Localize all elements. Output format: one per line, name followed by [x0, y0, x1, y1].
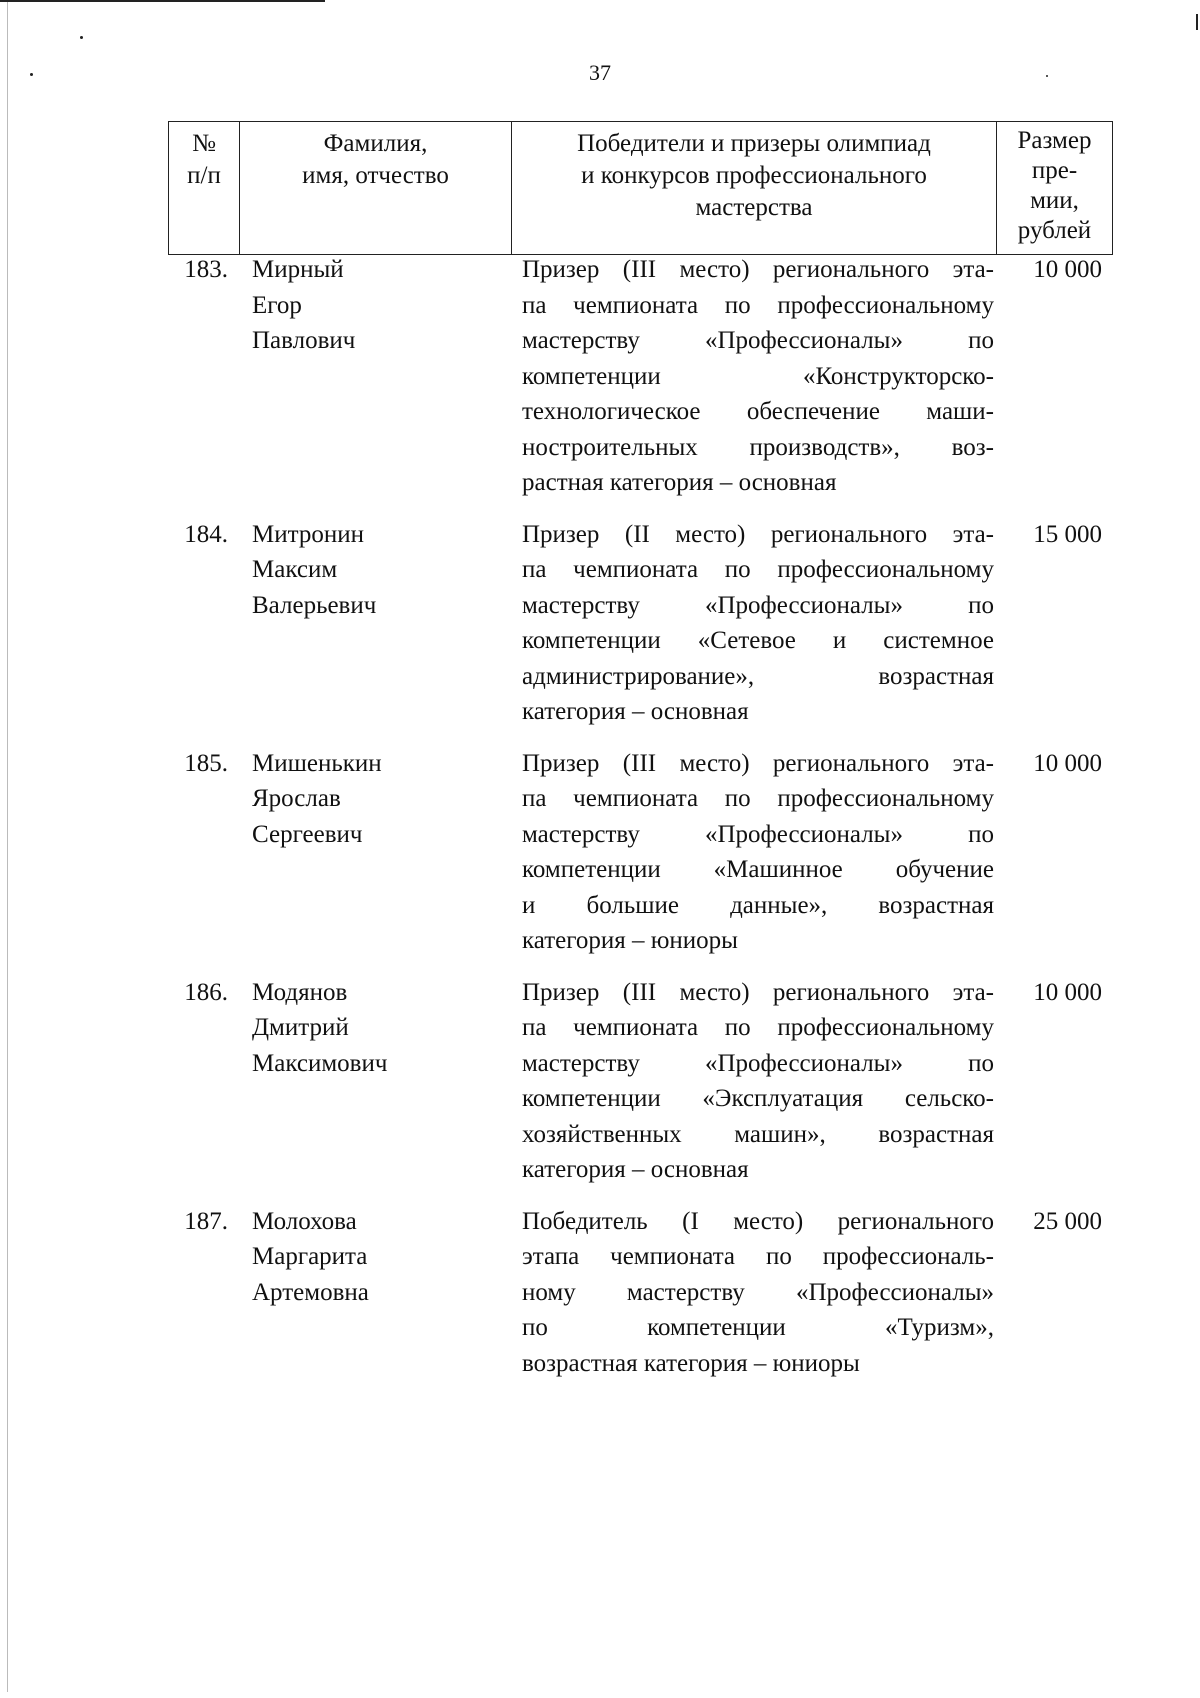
description-line: компетенции «Сетевое и системное	[522, 627, 994, 654]
table-body	[168, 252, 1113, 1397]
table-row	[168, 252, 1113, 501]
description-line: компетенции «Эксплуатация сельско-	[522, 1085, 994, 1112]
patronymic: Павлович	[252, 327, 356, 354]
scan-mark-right	[1196, 14, 1198, 30]
description-line: па чемпионата по профессиональному	[522, 1014, 994, 1041]
achievement-description	[510, 975, 995, 1188]
person-name	[238, 975, 510, 1188]
table-row	[168, 975, 1113, 1188]
table-row	[168, 1204, 1113, 1382]
scan-speck	[80, 36, 83, 39]
prize-amount: 15 000	[1033, 520, 1102, 548]
page-number: 37	[589, 60, 611, 85]
prize-amount: 10 000	[1033, 978, 1102, 1006]
first-name: Максим	[252, 556, 338, 583]
description-line: мастерству «Профессионалы» по	[522, 327, 994, 354]
patronymic: Максимович	[252, 1049, 388, 1077]
scan-border-left	[7, 2, 8, 1692]
description-line: администрирование», возрастная	[522, 662, 994, 690]
description-line: ностроительных производств», воз-	[522, 433, 994, 461]
scan-border-top	[0, 0, 325, 2]
surname: Митронин	[252, 520, 364, 548]
header-prize-column	[996, 122, 1112, 254]
description-line: ному мастерству «Профессионалы»	[522, 1278, 994, 1306]
prize-amount: 25 000	[1033, 1207, 1102, 1235]
header-name-column	[239, 122, 511, 254]
prize-amount: 10 000	[1033, 256, 1102, 283]
patronymic: Валерьевич	[252, 591, 377, 619]
person-name	[238, 252, 510, 501]
header-text-line: Фамилия,	[323, 130, 428, 157]
achievement-description	[510, 1204, 995, 1382]
header-text-line: имя, отчество	[302, 162, 449, 189]
description-line: категория – основная	[522, 698, 749, 725]
description-line: мастерству «Профессионалы» по	[522, 820, 994, 848]
table-row	[168, 746, 1113, 959]
header-achievement-column	[511, 122, 996, 254]
first-name: Дмитрий	[252, 1014, 349, 1041]
patronymic: Артемовна	[252, 1278, 369, 1306]
achievement-description	[510, 517, 995, 730]
description-line: технологическое обеспечение маши-	[522, 398, 994, 425]
row-number: 187.	[184, 1207, 228, 1235]
header-text-line: п/п	[187, 162, 221, 189]
header-text-line: мии,	[1030, 187, 1079, 214]
surname: Молохова	[252, 1207, 357, 1235]
description-line: и большие данные», возрастная	[522, 891, 994, 919]
row-number: 183.	[184, 256, 228, 283]
header-text-line: Размер	[1017, 127, 1092, 154]
description-line: возрастная категория – юниоры	[522, 1349, 860, 1377]
description-line: мастерству «Профессионалы» по	[522, 1049, 994, 1077]
surname: Мирный	[252, 256, 344, 283]
header-text-line: и конкурсов профессионального	[581, 162, 927, 189]
description-line: компетенции «Конструкторско-	[522, 362, 994, 390]
row-number: 184.	[184, 520, 228, 548]
person-name	[238, 517, 510, 730]
description-line: по компетенции «Туризм»,	[522, 1314, 994, 1341]
description-line: хозяйственных машин», возрастная	[522, 1120, 994, 1148]
person-name	[238, 746, 510, 959]
achievement-description	[510, 252, 995, 501]
description-line: Призер (III место) регионального эта-	[522, 749, 994, 777]
description-line: па чемпионата по профессиональному	[522, 556, 994, 583]
person-name	[238, 1204, 510, 1382]
header-text-line: Победители и призеры олимпиад	[577, 130, 931, 157]
first-name: Маргарита	[252, 1243, 368, 1270]
description-line: Призер (III место) регионального эта-	[522, 256, 994, 283]
description-line: этапа чемпионата по профессиональ-	[522, 1243, 994, 1270]
description-line: мастерству «Профессионалы» по	[522, 591, 994, 619]
description-line: категория – основная	[522, 1156, 749, 1183]
row-number: 185.	[184, 749, 228, 777]
header-text-line: рублей	[1017, 217, 1092, 244]
table-header	[168, 121, 1113, 255]
description-line: Победитель (I место) регионального	[522, 1207, 994, 1235]
description-line: растная категория – основная	[522, 469, 837, 496]
row-number: 186.	[184, 978, 228, 1006]
header-text-line: №	[192, 130, 216, 157]
description-line: Призер (II место) регионального эта-	[522, 520, 994, 548]
first-name: Ярослав	[252, 785, 341, 812]
description-line: па чемпионата по профессиональному	[522, 785, 994, 812]
description-line: па чемпионата по профессиональному	[522, 291, 994, 319]
description-line: Призер (III место) регионального эта-	[522, 978, 994, 1006]
header-text-line: пре-	[1031, 157, 1078, 184]
first-name: Егор	[252, 291, 302, 319]
table-row	[168, 517, 1113, 730]
header-number-column	[169, 122, 239, 254]
achievement-description	[510, 746, 995, 959]
surname: Мишенькин	[252, 749, 382, 777]
patronymic: Сергеевич	[252, 820, 363, 848]
prize-amount: 10 000	[1033, 749, 1102, 777]
header-text-line: мастерства	[695, 194, 813, 221]
description-line: категория – юниоры	[522, 927, 738, 954]
surname: Модянов	[252, 978, 348, 1006]
description-line: компетенции «Машинное обучение	[522, 856, 994, 883]
